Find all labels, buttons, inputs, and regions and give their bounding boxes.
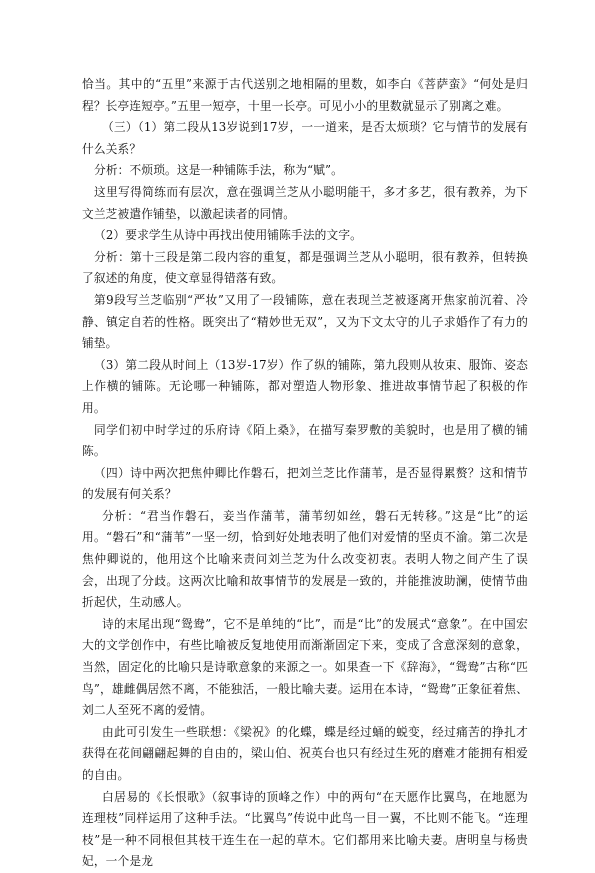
paragraph-wuli-origin: 恰当。其中的“五里”来源于古代送别之地相隔的里数，如李白《菩萨蛮》“何处是归程？长亭连短亭。”五里一短亭，十里一长亭。可见小小的里数就显示了别离之难。 xyxy=(82,77,528,113)
question-four: （四）诗中两次把焦仲卿比作磐石，把刘兰芝比作蒲苇，是否显得累赘？这和情节的发展有何关系？ xyxy=(82,465,528,502)
question-three-3: （3）第二段从时间上（13岁-17岁）作了纵的铺陈，第九段则从妆束、服饰、姿态上作横的铺陈。无论哪一种铺陈，都对塑造人物形象、推进故事情节起了积极的作用。 xyxy=(82,357,528,415)
analysis-rock-and-reed: 分析：“君当作磐石，妾当作蒲苇，蒲苇纫如丝，磐石无转移。”这是“比”的运用。“磐石”和“蒲苇”一坚一纫，恰到好处地表明了他们对爱情的坚贞不渝。第二次是焦仲卿说的，他用这个比喻来责问刘兰芝为什么改变初衷。表明人物之间产生了误会，出现了分歧。这两次比喻和故事情节的发展是一致的，并能推波助澜，使情节曲折起伏，生动感人。 xyxy=(82,508,528,610)
paragraph-moshangsang: 同学们初中时学过的乐府诗《陌上桑》，在描写秦罗敷的美貌时，也是用了横的铺陈。 xyxy=(82,422,528,459)
paragraph-changhenge: 白居易的《长恨歌》（叙事诗的顶峰之作）中的两句“在天愿作比翼鸟，在地愿为连理枝”同样运用了这种手法。“比翼鸟”传说中此鸟一目一翼，不比则不能飞。“连理枝”是一种不同根但其枝干连生在一起的草木。它们都用来比喻夫妻。唐明皇与杨贵妃，一个是龙 xyxy=(82,789,528,869)
paragraph-mandarin-ducks: 诗的末尾出现“鸳鸯”，它不是单纯的“比”，而是“比”的发展式“意象”。在中国宏大的文学创作中，有些比喻被反复地使用而渐渐固定下来，变成了含意深刻的意象，当然，固定化的比喻只是诗歌意象的来源之一。如果查一下《辞海》，“鸳鸯”古称“匹鸟”，雄雌偶居然不离，不能独活，一般比喻夫妻。运用在本诗，“鸳鸯”正象征着焦、刘二人至死不离的爱情。 xyxy=(82,616,528,718)
paragraph-concise-layers: 这里写得简练而有层次，意在强调兰芝从小聪明能干，多才多艺，很有教养，为下文兰芝被遣作铺垫，以激起读者的同情。 xyxy=(82,184,528,221)
question-three-1: （三）（1）第二段从13岁说到17岁，一一道来，是否太烦琐？它与情节的发展有什么关系？ xyxy=(82,120,528,156)
analysis-thirteenth-section: 分析：第十三段是第二段内容的重复，都是强调兰芝从小聪明，很有教养，但转换了叙述的角度，使文章显得错落有致。 xyxy=(82,249,528,286)
paragraph-ninth-section: 第9段写兰芝临别“严妆”又用了一段铺陈，意在表现兰芝被逐离开焦家前沉着、冷静、镇定自若的性格。既突出了“精妙世无双”，又为下文太守的儿子求婚作了有力的铺垫。 xyxy=(82,292,528,351)
question-three-2: （2）要求学生从诗中再找出使用铺陈手法的文字。 xyxy=(94,228,363,243)
paragraph-butterfly-lovers: 由此可引发生一些联想：《梁祝》的化蝶，蝶是经过蛹的蜕变，经过痛苦的挣扎才获得在花间翩翩起舞的自由的，梁山伯、祝英台也只有经过生死的磨难才能拥有相爱的自由。 xyxy=(82,724,528,782)
analysis-not-tedious: 分析：不烦琐。这是一种铺陈手法，称为“赋”。 xyxy=(94,163,344,178)
document-body xyxy=(82,74,528,873)
